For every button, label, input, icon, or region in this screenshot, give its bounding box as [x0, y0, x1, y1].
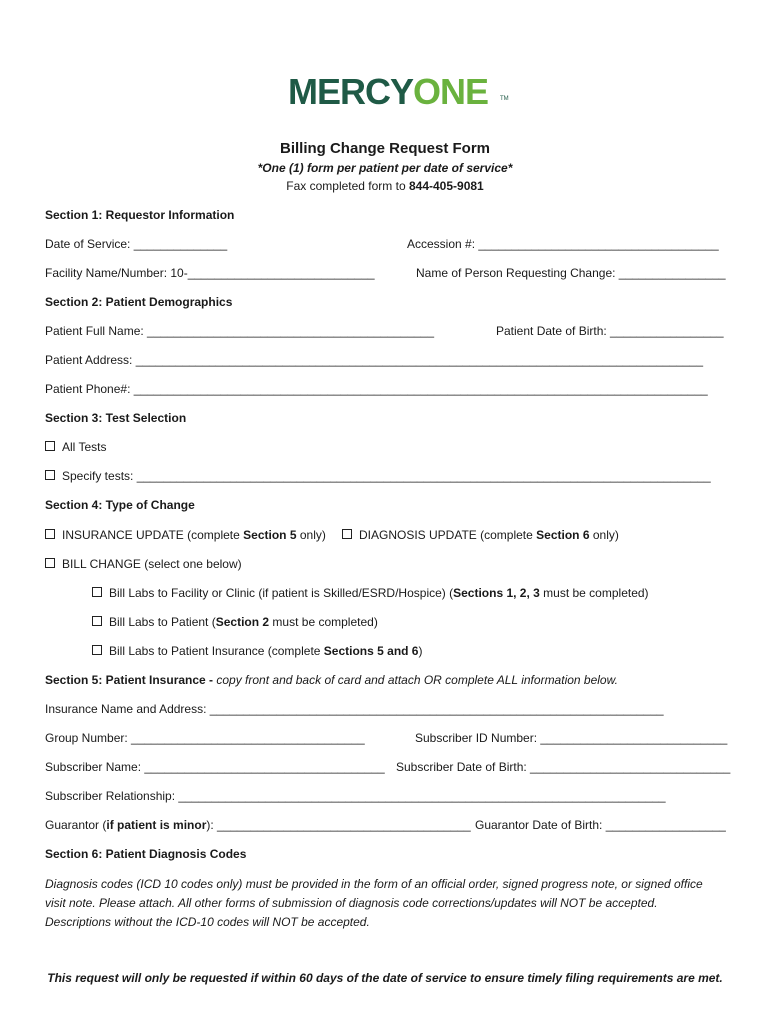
timely-filing-notice: This request will only be requested if within 60 days of the date of service to ensure timely filing requirements are met. — [47, 971, 723, 985]
logo-wordmark: MERCYONE — [288, 71, 489, 112]
bill-facility-checkbox[interactable] — [92, 587, 102, 597]
diagnosis-note-line-3: Descriptions without the ICD-10 codes will NOT be accepted. — [45, 915, 370, 929]
bill-insurance-option[interactable]: Bill Labs to Patient Insurance (complete Sections 5 and 6) — [92, 644, 422, 658]
section-2-header: Section 2: Patient Demographics — [45, 295, 233, 309]
subscriber-dob-field[interactable]: Subscriber Date of Birth: ______________________________ — [396, 760, 731, 774]
specify-tests-option[interactable]: Specify tests: ______________________________________________________________________________________ — [45, 469, 711, 483]
form-subtitle: *One (1) form per patient per date of service* — [257, 161, 513, 175]
bill-insurance-checkbox[interactable] — [92, 645, 102, 655]
patient-phone-field[interactable]: Patient Phone#: ______________________________________________________________________________________ — [45, 382, 708, 396]
requestor-name-field[interactable]: Name of Person Requesting Change: ________________ — [416, 266, 726, 280]
all-tests-option[interactable]: All Tests — [45, 440, 106, 454]
patient-name-field[interactable]: Patient Full Name: ___________________________________________ — [45, 324, 435, 338]
fax-number: 844-405-9081 — [408, 179, 484, 193]
bill-change-option[interactable]: BILL CHANGE (select one below) — [45, 557, 242, 571]
insurance-name-field[interactable]: Insurance Name and Address: ____________________________________________________________________ — [45, 702, 664, 716]
diagnosis-update-checkbox[interactable] — [342, 529, 352, 539]
group-number-field[interactable]: Group Number: ___________________________________ — [45, 731, 365, 745]
guarantor-dob-field[interactable]: Guarantor Date of Birth: __________________ — [475, 818, 726, 832]
all-tests-checkbox[interactable] — [45, 441, 55, 451]
bill-change-checkbox[interactable] — [45, 558, 55, 568]
fax-instruction: Fax completed form to 844-405-9081 — [286, 179, 484, 193]
subscriber-id-field[interactable]: Subscriber ID Number: ____________________________ — [415, 731, 728, 745]
bill-patient-checkbox[interactable] — [92, 616, 102, 626]
facility-field[interactable]: Facility Name/Number: 10-____________________________ — [45, 266, 375, 280]
diagnosis-note-line-1: Diagnosis codes (ICD 10 codes only) must be provided in the form of an official order, signed progress note, or signed office — [45, 877, 703, 891]
section-5-header: Section 5: Patient Insurance - copy front and back of card and attach OR complete ALL information below. — [45, 673, 618, 687]
bill-facility-option[interactable]: Bill Labs to Facility or Clinic (if patient is Skilled/ESRD/Hospice) (Sections 1, 2, 3 must be completed) — [92, 586, 649, 600]
section-4-header: Section 4: Type of Change — [45, 498, 195, 512]
specify-tests-checkbox[interactable] — [45, 470, 55, 480]
section-3-header: Section 3: Test Selection — [45, 411, 187, 425]
patient-dob-field[interactable]: Patient Date of Birth: _________________ — [496, 324, 724, 338]
subscriber-name-field[interactable]: Subscriber Name: ____________________________________ — [45, 760, 385, 774]
diagnosis-note-line-2: visit note. Please attach. All other forms of submission of diagnosis code corrections/updates will NOT be accepted. — [45, 896, 658, 910]
date-of-service-field[interactable]: Date of Service: ______________ — [45, 237, 228, 251]
guarantor-field[interactable]: Guarantor (if patient is minor): ______________________________________ — [45, 818, 471, 832]
patient-address-field[interactable]: Patient Address: _____________________________________________________________________________________ — [45, 353, 703, 367]
insurance-update-checkbox[interactable] — [45, 529, 55, 539]
bill-patient-option[interactable]: Bill Labs to Patient (Section 2 must be completed) — [92, 615, 378, 629]
form-title: Billing Change Request Form — [279, 140, 490, 157]
accession-field[interactable]: Accession #: ____________________________________ — [407, 237, 719, 251]
subscriber-relationship-field[interactable]: Subscriber Relationship: _________________________________________________________________________ — [45, 789, 666, 803]
logo-trademark: TM — [500, 96, 509, 102]
section-6-header: Section 6: Patient Diagnosis Codes — [45, 847, 247, 861]
mercyone-logo — [288, 72, 512, 112]
section-1-header: Section 1: Requestor Information — [45, 208, 235, 222]
diagnosis-update-option[interactable]: DIAGNOSIS UPDATE (complete Section 6 only) — [342, 528, 619, 542]
insurance-update-option[interactable]: INSURANCE UPDATE (complete Section 5 only) — [45, 528, 326, 542]
